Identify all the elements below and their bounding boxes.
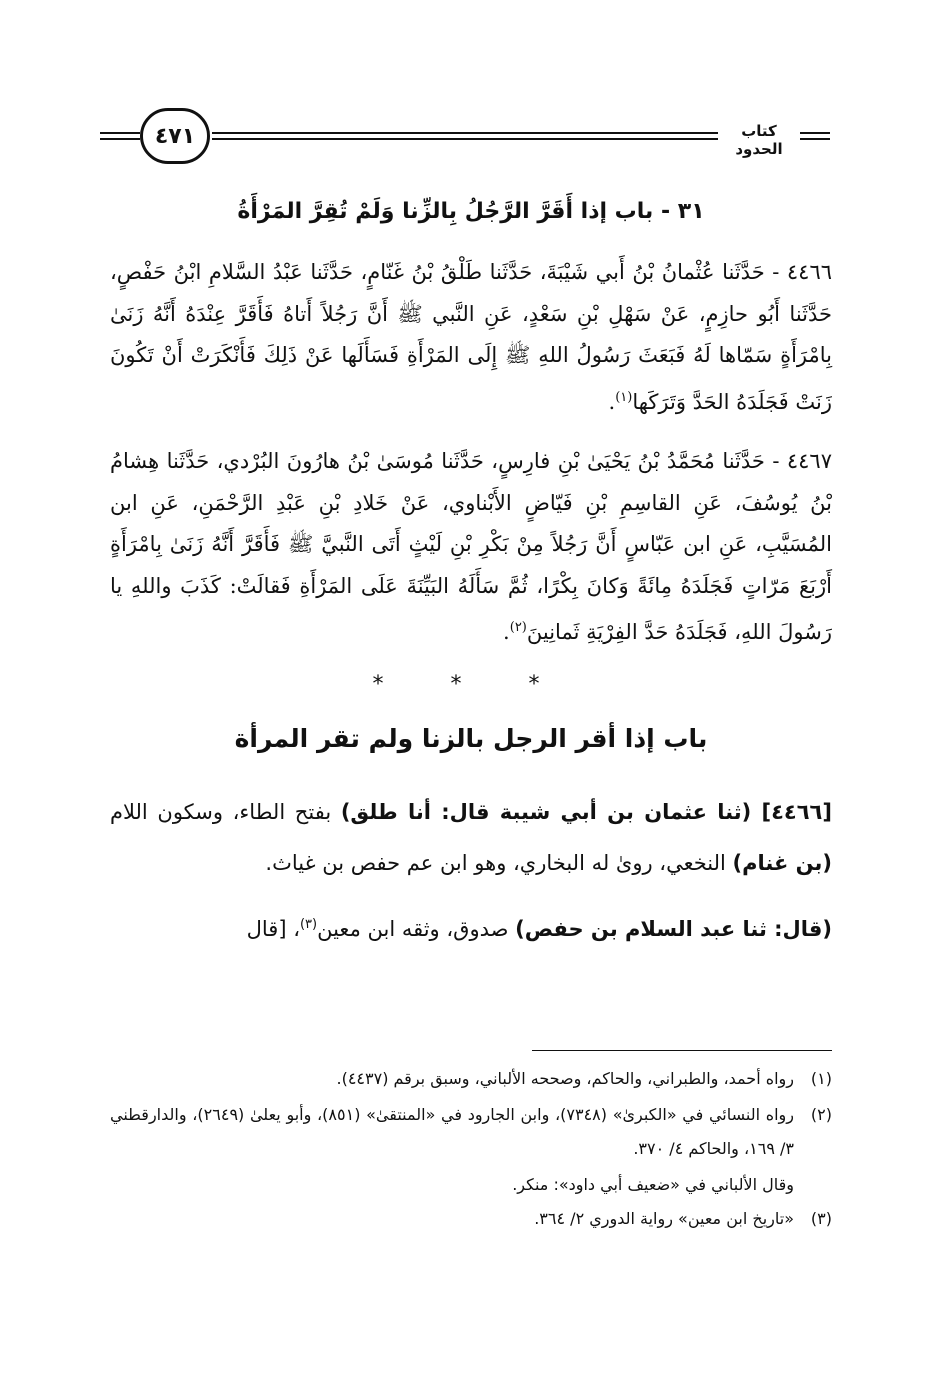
- page-number: ٤٧١: [140, 108, 210, 164]
- header-rule: [800, 132, 830, 134]
- footnote-number: (٢): [810, 1105, 832, 1124]
- header-rule: [212, 132, 718, 134]
- footnote-number: (١): [810, 1069, 832, 1088]
- footnote-text: رواه أحمد، والطبراني، والحاكم، وصححه الألباني، وسبق برقم (٤٤٣٧).: [336, 1069, 794, 1088]
- footnote-divider: [532, 1050, 832, 1051]
- footnote-ref: (٢): [509, 620, 527, 635]
- footnote: [110, 1202, 832, 1236]
- hadith-paragraph: ٤٤٦٦ - حَدَّثَنا عُثْمانُ بْنُ أَبي شَيْبَةَ، حَدَّثَنا طَلْقُ بْنُ غَنّامٍ، حَدَّثَنا عَبْدُ السَّلامِ ابْنُ حَفْصٍ، حَدَّثَنا أَبُو حازِمٍ، عَنْ سَهْلِ بْنِ سَعْدٍ، عَنِ النَّبي ﷺ أَنَّ رَجُلاً أَتاهُ فَأَقَرَّ عِنْدَهُ أَنَّهُ زَنَىٰ بِامْرَأَةٍ سَمّاها لَهُ فَبَعَثَ رَسُولُ اللهِ ﷺ إِلَى المَرْأَةِ فَسَأَلَها عَنْ ذَلِكَ فَأَنْكَرَتْ أَنْ تَكُونَ زَنَتْ فَجَلَدَهُ الحَدَّ وَتَرَكَها$^{(١)}$.: [110, 260, 833, 414]
- commentary-paragraph: [110, 899, 832, 955]
- running-title: كتاب الحدود: [735, 122, 783, 158]
- footnote-text: «تاريخ ابن معين» رواية الدوري ٢/ ٣٦٤.: [534, 1209, 794, 1228]
- hadith-paragraph: ٤٤٦٧ - حَدَّثَنا مُحَمَّدُ بْنُ يَحْيَىٰ بْنِ فارِسٍ، حَدَّثَنا مُوسَىٰ بْنُ هارُونَ البُرْدي، حَدَّثَنا هِشامُ بْنُ يُوسُفَ، عَنِ القاسِمِ بْنِ فَيّاضٍ الأَبْناوي، عَنْ خَلادِ بْنِ عَبْدِ الرَّحْمَنِ، عَنِ ابن المُسَيَّبِ، عَنِ ابن عَبّاسٍ أَنَّ رَجُلاً مِنْ بَكْرِ بْنِ لَيْثٍ أَتَى النَّبيَّ ﷺ فَأَقَرَّ أَنَّهُ زَنَىٰ بِامْرَأَةٍ أَرْبَعَ مَرّاتٍ فَجَلَدَهُ مِائَةً وَكانَ بِكْرًا، ثُمَّ سَأَلَهُ البَيِّنَةَ عَلَى المَرْأَةِ فَقالَتْ: كَذَبَ واللهِ يا رَسُولَ اللهِ، فَجَلَدَهُ حَدَّ الفِرْيَةِ ثَمانِينَ$^{(٢)}$.: [110, 449, 832, 644]
- header-rule: [100, 138, 140, 140]
- commentary-quote: [٤٤٦٦] (ثنا عثمان بن أبي شيبة قال: أنا طلق): [340, 799, 832, 824]
- commentary-text: ، [قال: [246, 916, 300, 941]
- section-separator: * * *: [372, 671, 570, 697]
- hadith-text: ٤٤٦٦ - حَدَّثَنا عُثْمانُ بْنُ أَبي شَيْبَةَ، حَدَّثَنا طَلْقُ بْنُ غَنّامٍ، حَدَّثَنا عَبْدُ السَّلامِ ابْنُ حَفْصٍ، حَدَّثَنا أَبُو حازِمٍ، عَنْ سَهْلِ بْنِ سَعْدٍ، عَنِ النَّبي ﷺ أَنَّ رَجُلاً أَتاهُ فَأَقَرَّ عِنْدَهُ أَنَّهُ زَنَىٰ بِامْرَأَةٍ سَمّاها لَهُ فَبَعَثَ رَسُولُ اللهِ ﷺ إِلَى المَرْأَةِ فَسَأَلَها عَنْ ذَلِكَ فَأَنْكَرَتْ أَنْ تَكُونَ زَنَتْ فَجَلَدَهُ الحَدَّ وَتَرَكَها: [110, 260, 833, 414]
- commentary-quote: (بن غنام): [732, 850, 832, 875]
- hadith-text: ٤٤٦٧ - حَدَّثَنا مُحَمَّدُ بْنُ يَحْيَىٰ بْنِ فارِسٍ، حَدَّثَنا مُوسَىٰ بْنُ هارُونَ البُرْدي، حَدَّثَنا هِشامُ بْنُ يُوسُفَ، عَنِ القاسِمِ بْنِ فَيّاضٍ الأَبْناوي، عَنْ خَلادِ بْنِ عَبْدِ الرَّحْمَنِ، عَنِ ابن المُسَيَّبِ، عَنِ ابن عَبّاسٍ أَنَّ رَجُلاً مِنْ بَكْرِ بْنِ لَيْثٍ أَتَى النَّبيَّ ﷺ فَأَقَرَّ أَنَّهُ زَنَىٰ بِامْرَأَةٍ أَرْبَعَ مَرّاتٍ فَجَلَدَهُ مِائَةً وَكانَ بِكْرًا، ثُمَّ سَأَلَهُ البَيِّنَةَ عَلَى المَرْأَةِ فَقالَتْ: كَذَبَ واللهِ يا رَسُولَ اللهِ، فَجَلَدَهُ حَدَّ الفِرْيَةِ ثَمانِينَ: [110, 449, 832, 644]
- footnote-ref: (٣): [299, 916, 318, 932]
- footnotes: [110, 1062, 832, 1238]
- page-header: [100, 108, 832, 168]
- footnote-number: (٣): [810, 1209, 832, 1228]
- header-rule: [212, 138, 718, 140]
- commentary-text: صدوق، وثقه ابن معين: [317, 916, 516, 941]
- chapter-title: ٣١ - باب إذا أَقَرَّ الرَّجُلُ بِالزِّنا وَلَمْ تُقِرَّ المَرْأَةُ: [237, 199, 705, 224]
- footnote-extra-text: وقال الألباني في «ضعيف أبي داود»: منكر.: [512, 1175, 794, 1194]
- commentary-paragraph: [110, 787, 832, 889]
- commentary-section-title: باب إذا أقر الرجل بالزنا ولم تقر المرأة: [234, 723, 708, 753]
- header-rule: [800, 138, 830, 140]
- commentary-text: النخعي، روىٰ له البخاري، وهو ابن عم حفص بن غياث.: [265, 850, 733, 875]
- footnote-ref: (١): [615, 389, 633, 405]
- footnote: [110, 1062, 832, 1096]
- main-content: [110, 190, 832, 965]
- commentary-text: بفتح الطاء، وسكون اللام: [110, 799, 341, 824]
- footnote-text: رواه النسائي في «الكبرىٰ» (٧٣٤٨)، وابن الجارود في «المنتقىٰ» (٨٥١)، وأبو يعلىٰ (٢٦٤٩)، والدارقطني ٣/ ١٦٩، والحاكم ٤/ ٣٧٠.: [110, 1105, 795, 1158]
- header-rule: [100, 132, 140, 134]
- commentary-quote: (قال: ثنا عبد السلام بن حفص): [515, 916, 832, 941]
- footnote: [110, 1098, 832, 1166]
